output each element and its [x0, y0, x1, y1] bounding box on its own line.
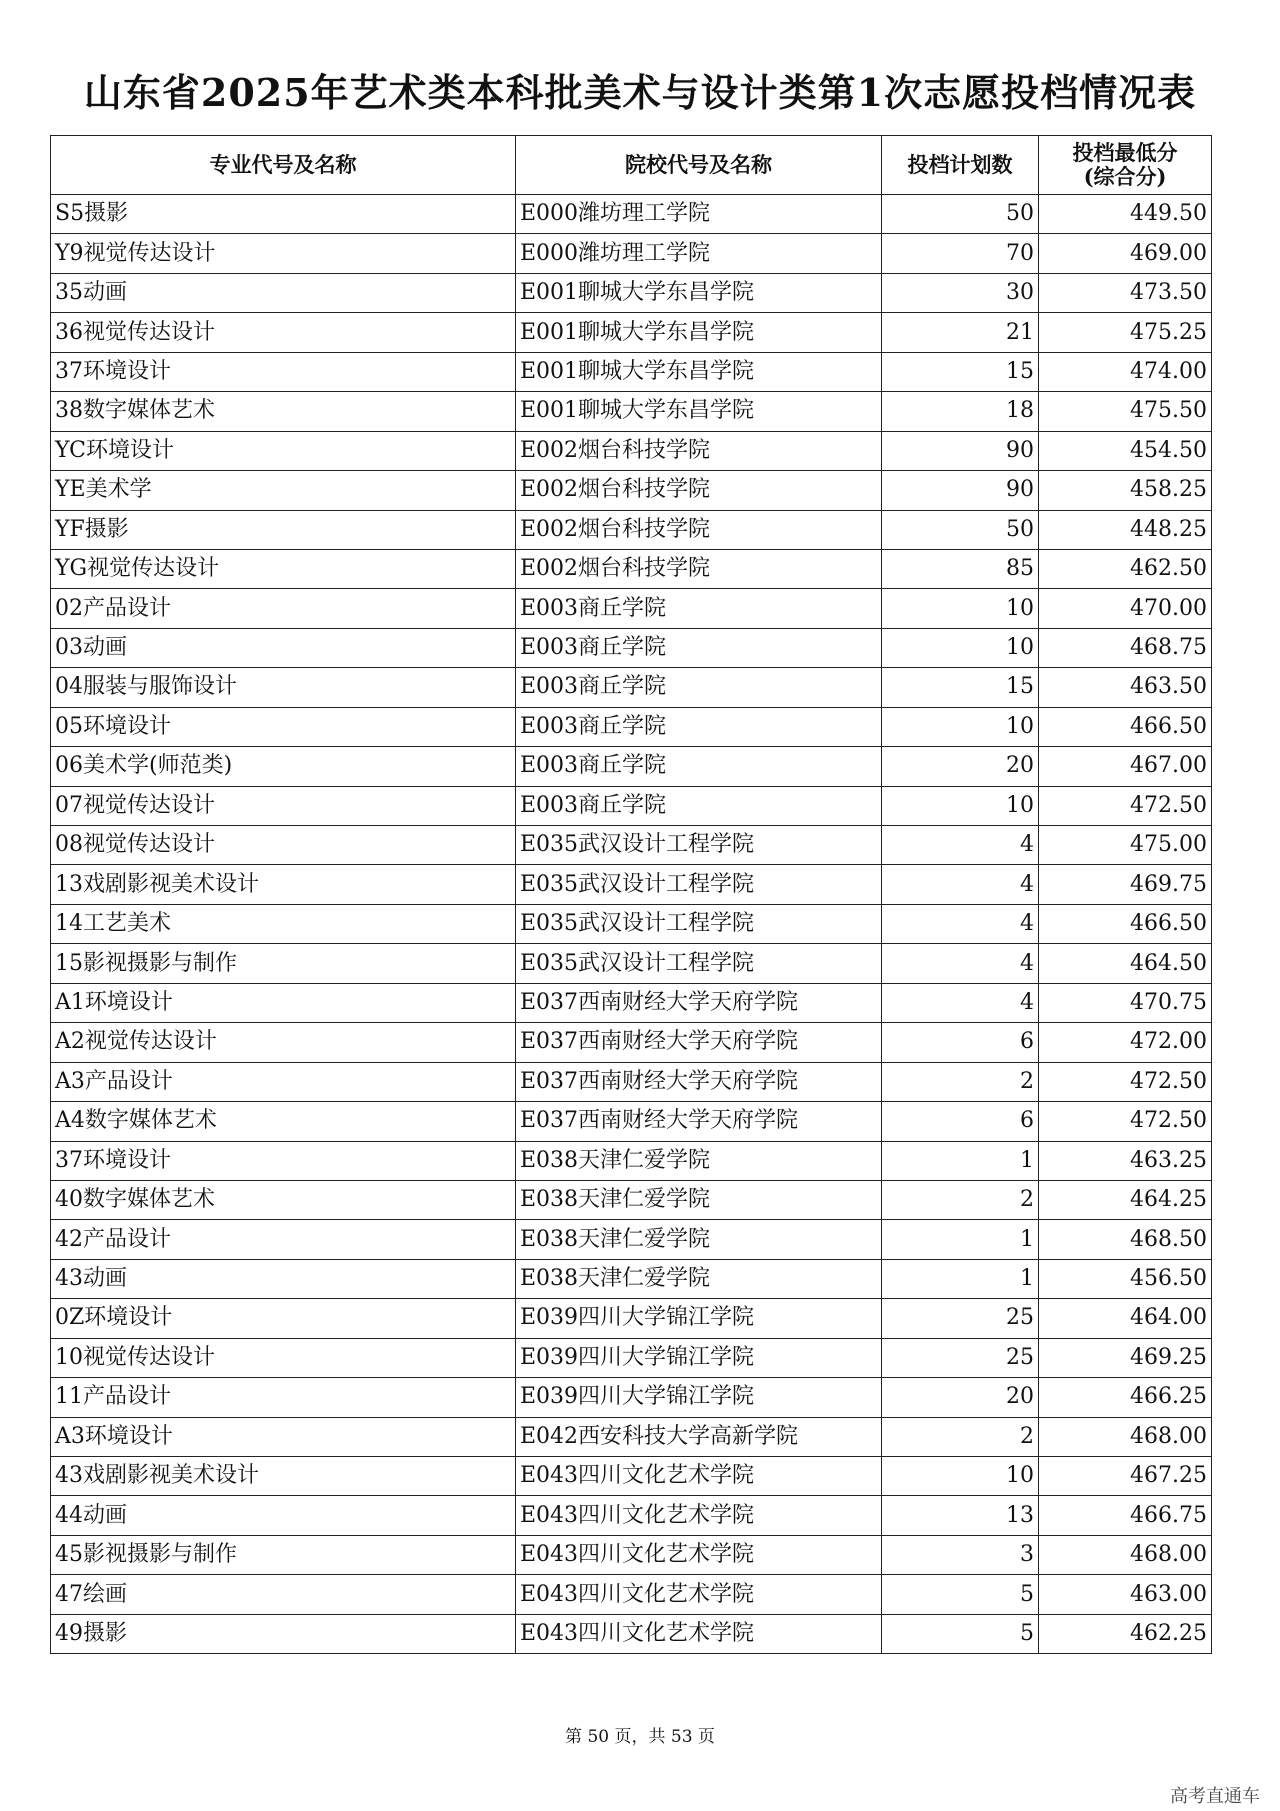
- cell-school: E003商丘学院: [516, 786, 882, 825]
- table-row: [51, 352, 1212, 391]
- cell-school: E042西安科技大学高新学院: [516, 1417, 882, 1456]
- cell-score: 462.50: [1039, 549, 1212, 588]
- cell-school: E000潍坊理工学院: [516, 195, 882, 234]
- cell-major: 03动画: [51, 628, 516, 667]
- cell-plan: 4: [882, 826, 1039, 865]
- cell-school: E037西南财经大学天府学院: [516, 1102, 882, 1141]
- cell-major: A2视觉传达设计: [51, 1023, 516, 1062]
- cell-score: 468.00: [1039, 1417, 1212, 1456]
- cell-score: 475.00: [1039, 826, 1212, 865]
- cell-plan: 13: [882, 1496, 1039, 1535]
- cell-plan: 10: [882, 707, 1039, 746]
- cell-major: YG视觉传达设计: [51, 549, 516, 588]
- table-row: [51, 1575, 1212, 1614]
- admission-table: [50, 135, 1212, 1654]
- header-score: [1039, 136, 1212, 195]
- cell-school: E003商丘学院: [516, 628, 882, 667]
- cell-major: 04服装与服饰设计: [51, 668, 516, 707]
- table-row: [51, 865, 1212, 904]
- cell-major: 43戏剧影视美术设计: [51, 1457, 516, 1496]
- cell-score: 466.50: [1039, 904, 1212, 943]
- cell-school: E002烟台科技学院: [516, 549, 882, 588]
- cell-score: 470.75: [1039, 983, 1212, 1022]
- cell-score: 472.50: [1039, 786, 1212, 825]
- cell-major: YC环境设计: [51, 431, 516, 470]
- cell-school: E003商丘学院: [516, 589, 882, 628]
- cell-school: E003商丘学院: [516, 707, 882, 746]
- cell-school: E037西南财经大学天府学院: [516, 983, 882, 1022]
- cell-major: YE美术学: [51, 471, 516, 510]
- header-plan: 投档计划数: [882, 136, 1039, 195]
- cell-school: E037西南财经大学天府学院: [516, 1062, 882, 1101]
- cell-score: 462.25: [1039, 1614, 1212, 1653]
- cell-major: 15影视摄影与制作: [51, 944, 516, 983]
- cell-major: A3环境设计: [51, 1417, 516, 1456]
- table-row: [51, 1378, 1212, 1417]
- cell-plan: 4: [882, 944, 1039, 983]
- cell-score: 469.25: [1039, 1338, 1212, 1377]
- cell-school: E035武汉设计工程学院: [516, 904, 882, 943]
- cell-plan: 30: [882, 273, 1039, 312]
- table-row: [51, 1023, 1212, 1062]
- cell-school: E043四川文化艺术学院: [516, 1575, 882, 1614]
- cell-plan: 85: [882, 549, 1039, 588]
- cell-school: E035武汉设计工程学院: [516, 826, 882, 865]
- cell-school: E002烟台科技学院: [516, 510, 882, 549]
- cell-school: E001聊城大学东昌学院: [516, 313, 882, 352]
- cell-score: 473.50: [1039, 273, 1212, 312]
- cell-school: E035武汉设计工程学院: [516, 944, 882, 983]
- cell-score: 463.25: [1039, 1141, 1212, 1180]
- cell-major: 42产品设计: [51, 1220, 516, 1259]
- cell-plan: 20: [882, 747, 1039, 786]
- table-row: [51, 195, 1212, 234]
- cell-major: 13戏剧影视美术设计: [51, 865, 516, 904]
- table-row: [51, 1102, 1212, 1141]
- cell-major: 05环境设计: [51, 707, 516, 746]
- cell-score: 472.50: [1039, 1102, 1212, 1141]
- table-row: [51, 668, 1212, 707]
- cell-school: E001聊城大学东昌学院: [516, 352, 882, 391]
- table-row: [51, 1259, 1212, 1298]
- cell-plan: 15: [882, 668, 1039, 707]
- cell-major: Y9视觉传达设计: [51, 234, 516, 273]
- cell-school: E039四川大学锦江学院: [516, 1299, 882, 1338]
- cell-major: 37环境设计: [51, 1141, 516, 1180]
- cell-school: E043四川文化艺术学院: [516, 1614, 882, 1653]
- cell-score: 475.50: [1039, 392, 1212, 431]
- table-header-row: [51, 136, 1212, 195]
- cell-plan: 10: [882, 628, 1039, 667]
- cell-plan: 6: [882, 1102, 1039, 1141]
- cell-school: E043四川文化艺术学院: [516, 1457, 882, 1496]
- cell-school: E002烟台科技学院: [516, 471, 882, 510]
- table-row: [51, 707, 1212, 746]
- cell-plan: 2: [882, 1180, 1039, 1219]
- cell-plan: 1: [882, 1259, 1039, 1298]
- cell-school: E038天津仁爱学院: [516, 1180, 882, 1219]
- table-row: [51, 904, 1212, 943]
- cell-plan: 5: [882, 1614, 1039, 1653]
- page-title: 山东省2025年艺术类本科批美术与设计类第1次志愿投档情况表: [83, 70, 1197, 115]
- cell-major: 06美术学(师范类): [51, 747, 516, 786]
- table-row: [51, 273, 1212, 312]
- cell-major: 36视觉传达设计: [51, 313, 516, 352]
- cell-major: 45影视摄影与制作: [51, 1535, 516, 1574]
- cell-school: E003商丘学院: [516, 747, 882, 786]
- table-row: [51, 1496, 1212, 1535]
- cell-plan: 20: [882, 1378, 1039, 1417]
- cell-score: 470.00: [1039, 589, 1212, 628]
- table-row: [51, 392, 1212, 431]
- table-row: [51, 1457, 1212, 1496]
- table-body: [51, 195, 1212, 1654]
- cell-major: A3产品设计: [51, 1062, 516, 1101]
- cell-score: 466.75: [1039, 1496, 1212, 1535]
- cell-major: 47绘画: [51, 1575, 516, 1614]
- table-row: [51, 1220, 1212, 1259]
- table-row: [51, 1338, 1212, 1377]
- table-row: [51, 1535, 1212, 1574]
- cell-score: 464.25: [1039, 1180, 1212, 1219]
- header-school: 院校代号及名称: [516, 136, 882, 195]
- cell-score: 468.50: [1039, 1220, 1212, 1259]
- cell-score: 467.00: [1039, 747, 1212, 786]
- header-score-line1: 投档最低分: [1072, 140, 1178, 165]
- cell-school: E038天津仁爱学院: [516, 1259, 882, 1298]
- cell-plan: 1: [882, 1141, 1039, 1180]
- table-row: [51, 747, 1212, 786]
- cell-score: 475.25: [1039, 313, 1212, 352]
- cell-score: 472.50: [1039, 1062, 1212, 1101]
- cell-score: 468.00: [1039, 1535, 1212, 1574]
- cell-score: 472.00: [1039, 1023, 1212, 1062]
- cell-major: 38数字媒体艺术: [51, 392, 516, 431]
- cell-major: 40数字媒体艺术: [51, 1180, 516, 1219]
- cell-score: 474.00: [1039, 352, 1212, 391]
- table-row: [51, 549, 1212, 588]
- cell-plan: 50: [882, 510, 1039, 549]
- cell-score: 458.25: [1039, 471, 1212, 510]
- cell-school: E039四川大学锦江学院: [516, 1378, 882, 1417]
- cell-plan: 10: [882, 1457, 1039, 1496]
- table-row: [51, 1141, 1212, 1180]
- cell-plan: 25: [882, 1338, 1039, 1377]
- cell-score: 464.50: [1039, 944, 1212, 983]
- header-major: 专业代号及名称: [51, 136, 516, 195]
- cell-major: 07视觉传达设计: [51, 786, 516, 825]
- cell-major: 0Z环境设计: [51, 1299, 516, 1338]
- cell-major: 10视觉传达设计: [51, 1338, 516, 1377]
- cell-school: E039四川大学锦江学院: [516, 1338, 882, 1377]
- cell-major: 44动画: [51, 1496, 516, 1535]
- cell-plan: 90: [882, 431, 1039, 470]
- cell-major: A1环境设计: [51, 983, 516, 1022]
- cell-major: 14工艺美术: [51, 904, 516, 943]
- cell-plan: 4: [882, 904, 1039, 943]
- table-row: [51, 589, 1212, 628]
- cell-major: 49摄影: [51, 1614, 516, 1653]
- cell-plan: 90: [882, 471, 1039, 510]
- cell-score: 468.75: [1039, 628, 1212, 667]
- cell-score: 469.00: [1039, 234, 1212, 273]
- table-row: [51, 234, 1212, 273]
- table-row: [51, 786, 1212, 825]
- cell-score: 466.25: [1039, 1378, 1212, 1417]
- header-score-line2: (综合分): [1083, 164, 1167, 189]
- cell-school: E000潍坊理工学院: [516, 234, 882, 273]
- cell-plan: 21: [882, 313, 1039, 352]
- page-footer: 第 50 页，共 53 页: [565, 1727, 715, 1747]
- cell-school: E043四川文化艺术学院: [516, 1535, 882, 1574]
- cell-plan: 2: [882, 1417, 1039, 1456]
- cell-score: 466.50: [1039, 707, 1212, 746]
- watermark: 高考直通车: [1170, 1786, 1260, 1807]
- cell-school: E037西南财经大学天府学院: [516, 1023, 882, 1062]
- cell-score: 454.50: [1039, 431, 1212, 470]
- cell-score: 463.00: [1039, 1575, 1212, 1614]
- table-row: [51, 1417, 1212, 1456]
- table-row: [51, 1180, 1212, 1219]
- cell-major: 11产品设计: [51, 1378, 516, 1417]
- cell-school: E003商丘学院: [516, 668, 882, 707]
- cell-school: E001聊城大学东昌学院: [516, 392, 882, 431]
- cell-plan: 1: [882, 1220, 1039, 1259]
- cell-plan: 25: [882, 1299, 1039, 1338]
- cell-plan: 50: [882, 195, 1039, 234]
- cell-plan: 15: [882, 352, 1039, 391]
- cell-plan: 5: [882, 1575, 1039, 1614]
- cell-major: S5摄影: [51, 195, 516, 234]
- cell-plan: 18: [882, 392, 1039, 431]
- cell-plan: 4: [882, 865, 1039, 904]
- cell-plan: 10: [882, 786, 1039, 825]
- cell-major: 43动画: [51, 1259, 516, 1298]
- table-row: [51, 431, 1212, 470]
- table-row: [51, 628, 1212, 667]
- cell-school: E002烟台科技学院: [516, 431, 882, 470]
- table-row: [51, 1614, 1212, 1653]
- table-row: [51, 510, 1212, 549]
- cell-plan: 4: [882, 983, 1039, 1022]
- cell-major: YF摄影: [51, 510, 516, 549]
- cell-score: 449.50: [1039, 195, 1212, 234]
- table-row: [51, 826, 1212, 865]
- cell-school: E043四川文化艺术学院: [516, 1496, 882, 1535]
- cell-score: 467.25: [1039, 1457, 1212, 1496]
- table-row: [51, 313, 1212, 352]
- table-row: [51, 983, 1212, 1022]
- cell-major: A4数字媒体艺术: [51, 1102, 516, 1141]
- cell-score: 456.50: [1039, 1259, 1212, 1298]
- cell-plan: 6: [882, 1023, 1039, 1062]
- cell-score: 469.75: [1039, 865, 1212, 904]
- table-row: [51, 471, 1212, 510]
- cell-school: E035武汉设计工程学院: [516, 865, 882, 904]
- cell-major: 37环境设计: [51, 352, 516, 391]
- cell-major: 35动画: [51, 273, 516, 312]
- cell-major: 02产品设计: [51, 589, 516, 628]
- table-row: [51, 1062, 1212, 1101]
- cell-major: 08视觉传达设计: [51, 826, 516, 865]
- table-row: [51, 1299, 1212, 1338]
- cell-school: E001聊城大学东昌学院: [516, 273, 882, 312]
- cell-school: E038天津仁爱学院: [516, 1220, 882, 1259]
- cell-plan: 3: [882, 1535, 1039, 1574]
- cell-plan: 2: [882, 1062, 1039, 1101]
- cell-score: 464.00: [1039, 1299, 1212, 1338]
- cell-plan: 70: [882, 234, 1039, 273]
- cell-school: E038天津仁爱学院: [516, 1141, 882, 1180]
- cell-score: 463.50: [1039, 668, 1212, 707]
- cell-plan: 10: [882, 589, 1039, 628]
- cell-score: 448.25: [1039, 510, 1212, 549]
- table-row: [51, 944, 1212, 983]
